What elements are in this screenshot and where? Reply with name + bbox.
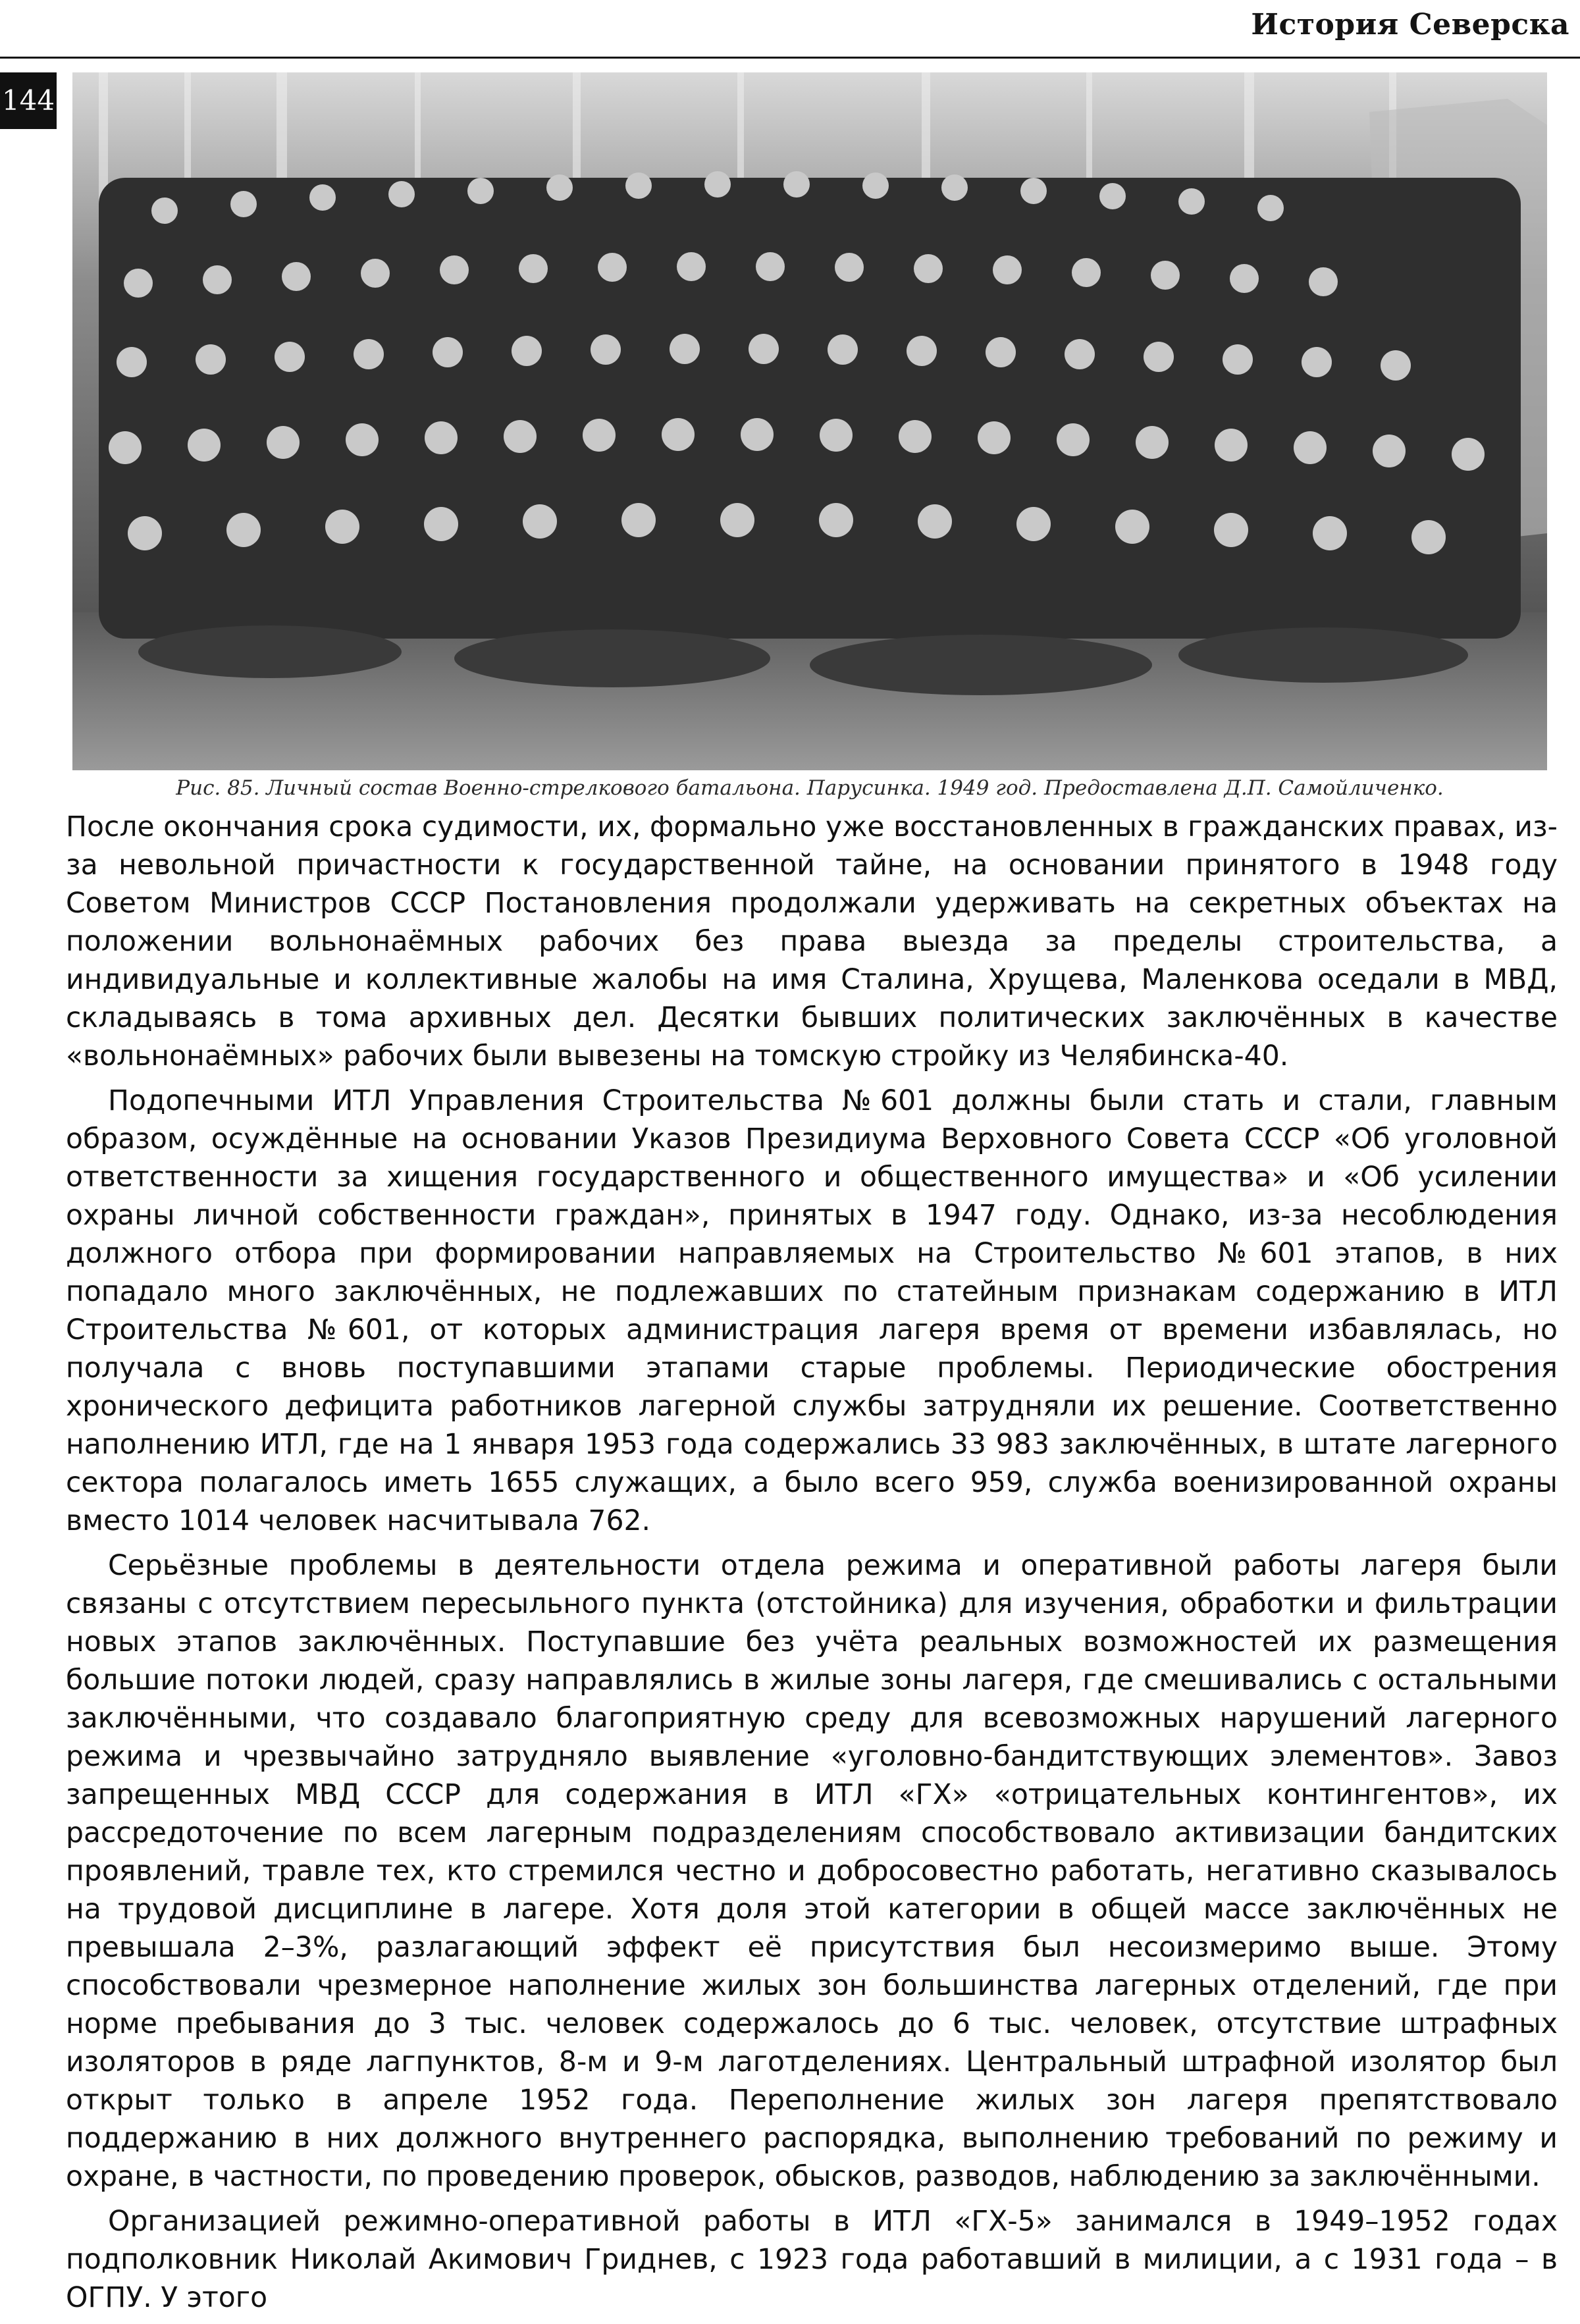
paragraph: После окончания срока судимости, их, формально уже восстановленных в гражданских правах, из-за невольной причастности к государственной тайне, на основании принятого в 1948 году Советом Министров СССР Постановления продолжали удерживать на секретных объектах на положении вольнонаёмных рабочих без права выезда за пределы строительства, а индивидуальные и коллективные жалобы на имя Сталина, Хрущева, Маленкова оседали в МВД, складываясь в тома архивных дел. Десятки бывших политических заключённых в качестве «вольнонаёмных» рабочих были вывезены на томскую стройку из Челябинска-40. xyxy=(66,811,1558,1072)
paragraph: Организацией режимно-оперативной работы в ИТЛ «ГХ-5» занимался в 1949–1952 годах подполковник Николай Акимович Гриднев, с 1923 года работавший в милиции, а с 1931 года – в ОГПУ. У этого xyxy=(66,2205,1558,2314)
page-number: 144 xyxy=(0,72,57,129)
figure-caption: Рис. 85. Личный состав Военно-стрелкового батальона. Парусинка. 1949 год. Предоставлена Д.П. Самойличенко. xyxy=(176,776,1444,800)
group-photo xyxy=(72,72,1547,770)
header-rule xyxy=(0,57,1580,59)
paragraph: Подопечными ИТЛ Управления Строительства №601 должны были стать и стали, главным образом, осуждённые на основании Указов Президиума Верховного Совета СССР «Об уголовной ответственности за хищения государственного и общественного имущества» и «Об усилении охраны личной собственности граждан», принятых в 1947 году. Однако, из-за несоблюдения должного отбора при формировании направляемых на Строительство №601 этапов, в них попадало много заключённых, не подлежавших по статейным признакам содержанию в ИТЛ Строительства №601, от которых администрация лагеря время от времени избавлялась, но получала с вновь поступавшими этапами старые проблемы. Периодические обострения хронического дефицита работников лагерной службы затрудняли их решение. Соответственно наполнению ИТЛ, где на 1 января 1953 года содержались 33 983 заключённых, в штате лагерного сектора полагалось иметь 1655 служащих, а было всего 959, служба военизированной охраны вместо 1014 человек насчитывала 762. xyxy=(66,1085,1558,1537)
paragraph: Серьёзные проблемы в деятельности отдела режима и оперативной работы лагеря были связаны с отсутствием пересыльного пункта (отстойника) для изучения, обработки и фильтрации новых этапов заключённых. Поступавшие без учёта реальных возможностей их размещения большие потоки людей, сразу направлялись в жилые зоны лагеря, где смешивались с остальными заключёнными, что создавало благоприятную среду для всевозможных нарушений лагерного режима и чрезвычайно затрудняло выявление «уголовно-бандитствующих элементов». Завоз запрещенных МВД СССР для содержания в ИТЛ «ГХ» «отрицательных контингентов», их рассредоточение по всем лагерным подразделениям способствовало активизации бандитских проявлений, травле тех, кто стремился честно и добросовестно работать, негативно сказывалось на трудовой дисциплине в лагере. Хотя доля этой категории в общей массе заключённых не превышала 2–3%, разлагающий эффект её присутствия был несоизмеримо выше. Этому способствовали чрезмерное наполнение жилых зон большинства лагерных отделений, где при норме пребывания до 3 тыс. человек содержалось до 6 тыс. человек, отсутствие штрафных изоляторов в ряде лагпунктов, 8-м и 9-м лаготделениях. Центральный штрафной изолятор был открыт только в апреле 1952 года. Переполнение жилых зон лагеря препятствовало поддержанию в них должного внутреннего распорядка, выполнению требований по режиму и охране, в частности, по проведению проверок, обысков, разводов, наблюдению за заключёнными. xyxy=(66,1550,1558,2193)
running-header-title: История Северска xyxy=(1251,8,1569,41)
article-body xyxy=(66,808,1558,2324)
group-photo-image xyxy=(72,72,1547,770)
